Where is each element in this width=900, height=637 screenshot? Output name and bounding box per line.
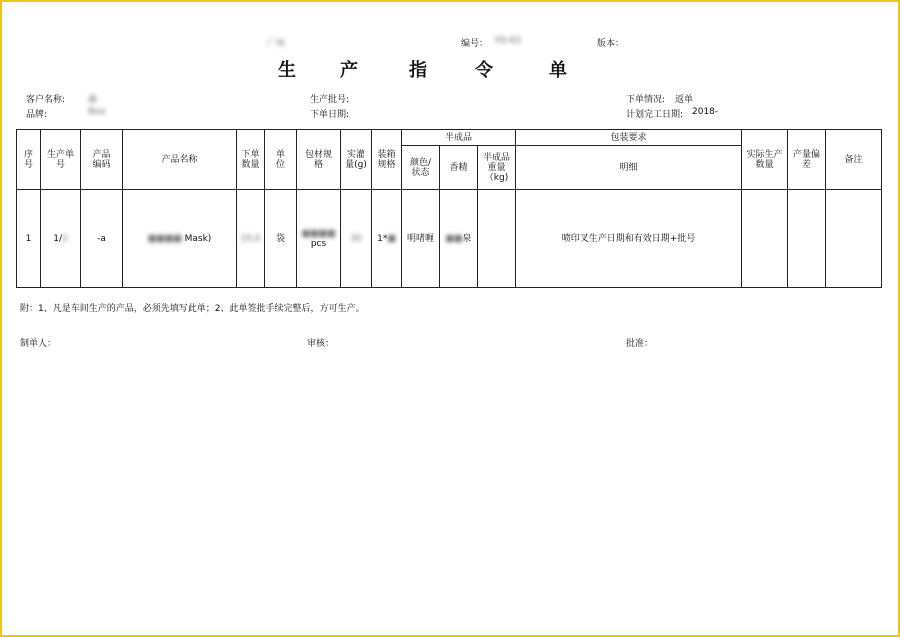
header-prod-order: 生产单号 bbox=[41, 130, 81, 190]
cell-prod-order: 1/2 bbox=[41, 190, 81, 288]
cell-fragrance: ■■泉 bbox=[440, 190, 478, 288]
header-order-qty: 下单数量 bbox=[237, 130, 265, 190]
cell-box-spec: 1*■ bbox=[372, 190, 402, 288]
cell-actual-qty bbox=[742, 190, 788, 288]
cell-remark bbox=[826, 190, 882, 288]
cell-color-state: 明啫喱 bbox=[402, 190, 440, 288]
header-yield-deviation: 产量偏差 bbox=[788, 130, 826, 190]
footer-note: 附：1、凡是车间生产的产品，必须先填写此单；2、此单签批手续完整后，方可生产。 bbox=[20, 304, 365, 314]
approve-label: 批准： bbox=[626, 339, 654, 349]
table-header-row-1 bbox=[17, 130, 882, 146]
header-remark: 备注 bbox=[826, 130, 882, 190]
maker-label: 制单人： bbox=[20, 339, 57, 349]
customer-value: 鑫 bbox=[88, 95, 98, 105]
brand-label: 品牌: bbox=[26, 110, 48, 120]
version-label: 版本： bbox=[597, 39, 625, 49]
order-status-value: 返单 bbox=[675, 95, 694, 105]
customer-label: 客户名称: bbox=[26, 95, 66, 105]
header-semi-product-group: 半成品 bbox=[402, 130, 516, 146]
cell-detail: 喷印叉生产日期和有效日期+批号 bbox=[516, 190, 742, 288]
plan-date-value: 2018- bbox=[692, 107, 719, 117]
header-seq: 序号 bbox=[17, 130, 41, 190]
header-unit: 单位 bbox=[265, 130, 297, 190]
header-fragrance: 香精 bbox=[440, 146, 478, 190]
order-table bbox=[16, 129, 882, 288]
header-actual-qty: 实际生产数量 bbox=[742, 130, 788, 190]
header-prod-code: 产品编码 bbox=[81, 130, 123, 190]
cell-order-qty: 15,0 bbox=[237, 190, 265, 288]
header-semi-weight: 半成品重量（kg) bbox=[478, 146, 516, 190]
order-date-label: 下单日期: bbox=[310, 110, 350, 120]
cell-yield-deviation bbox=[788, 190, 826, 288]
cell-pack-spec: ■■■■ pcs bbox=[297, 190, 341, 288]
header-box-spec: 装箱规格 bbox=[372, 130, 402, 190]
document-title: 生 产 指 令 单 bbox=[278, 60, 567, 81]
company-name: 广州 bbox=[267, 39, 286, 49]
table-row bbox=[17, 190, 882, 288]
cell-semi-weight bbox=[478, 190, 516, 288]
header-color-state: 颜色/状态 bbox=[402, 146, 440, 190]
batch-number-label: 生产批号: bbox=[310, 95, 350, 105]
review-label: 审核： bbox=[307, 339, 335, 349]
header-detail: 明细 bbox=[516, 146, 742, 190]
cell-seq: 1 bbox=[17, 190, 41, 288]
cell-prod-name: ■■■■ Mask) bbox=[123, 190, 237, 288]
header-prod-name: 产品名称 bbox=[123, 130, 237, 190]
brand-value: Bea bbox=[88, 107, 106, 117]
order-status-label: 下单情况: bbox=[626, 95, 666, 105]
header-fill-weight: 实灌量(g) bbox=[341, 130, 372, 190]
header-pack-spec: 包材规格 bbox=[297, 130, 341, 190]
doc-number-value: YD-63 bbox=[494, 36, 522, 46]
cell-unit: 袋 bbox=[265, 190, 297, 288]
cell-prod-code: -a bbox=[81, 190, 123, 288]
cell-fill-weight: 30 bbox=[341, 190, 372, 288]
plan-date-label: 计划完工日期: bbox=[626, 110, 684, 120]
doc-number-label: 编号： bbox=[461, 39, 489, 49]
header-packaging-requirements: 包装要求 bbox=[516, 130, 742, 146]
